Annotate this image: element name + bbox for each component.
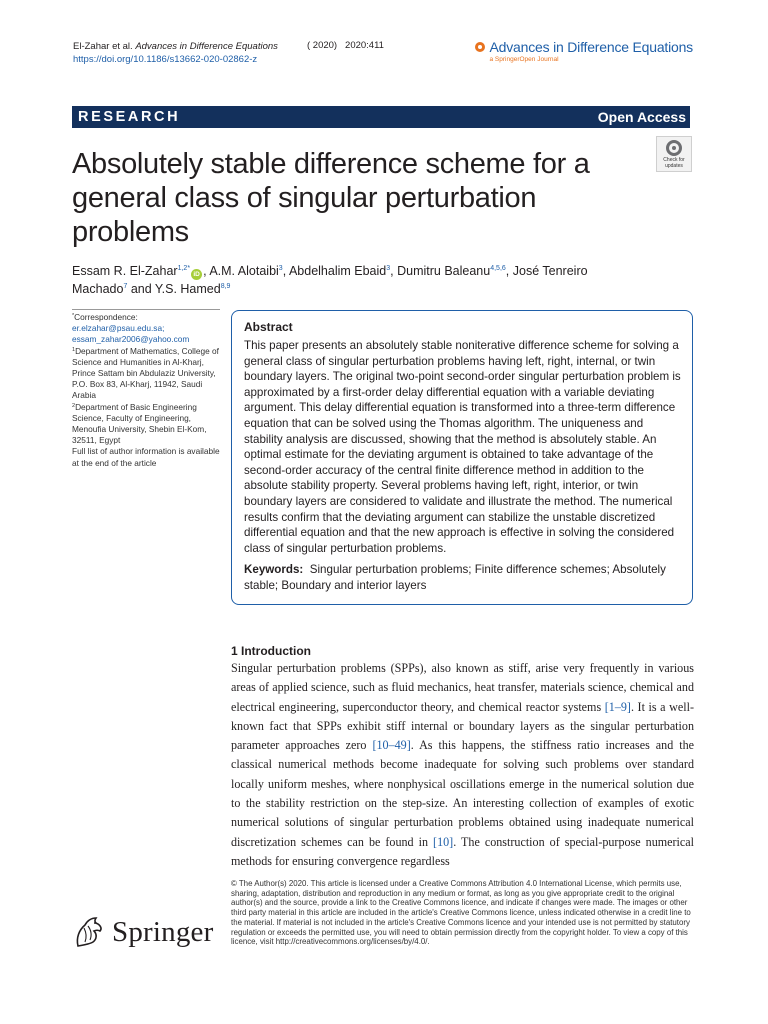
correspondence [72, 312, 220, 323]
author-list [72, 262, 632, 298]
open-access-label: Open Access [597, 109, 686, 125]
author-affiliation-ref[interactable]: 1,2* [177, 265, 191, 272]
intro-text-segment: Singular perturbation problems (SPPs), also known as stiff, arise very frequently in various areas of applied science, such as fluid mechanics, heat transfer, materials science, chemical and electrical engineering, superconductor theory, and chemical reactor systems [231, 661, 694, 714]
article-title: Absolutely stable difference scheme for a general class of singular perturbation problems [72, 148, 590, 248]
sidebar-divider [72, 309, 220, 310]
intro-text-segment: . As this happens, the stiffness ratio increases and the classical numerical methods become inadequate for solving such problems over standard locally uniform meshes, where nonphysical oscillations emerge in the numerical solution due to the stability restriction on the step-size. An interesting collection of examples of exotic numerical solutions of singular perturbation problems obtained using inadequate numerical discretization schemes can be found in [231, 738, 694, 849]
citation-link[interactable]: [10–49] [372, 738, 411, 753]
correspondence-label: Correspondence: [74, 312, 138, 322]
author-affiliation-ref[interactable]: 4,5,6 [490, 265, 506, 272]
article-type-bar [72, 106, 690, 128]
license-notice: © The Author(s) 2020. This article is licensed under a Creative Commons Attribution 4.0 International License, which permits use, sharing, adaptation, distribution and reproduction in any medium or format, as long as you give appropriate credit to the original author(s) and the source, provide a link to the Creative Commons licence, and indicate if changes were made. The images or other third party material in this article are included in the article's Creative Commons licence, unless indicated otherwise in a credit line to the material. If material is not included in the article's Creative Commons licence and your intended use is not permitted by statutory regulation or exceeds the permitted use, you will need to obtain permission directly from the copyright holder. To view a copy of this licence, visit http://creativecommons.org/licenses/by/4.0/. [231, 879, 691, 947]
author-affiliation-ref[interactable]: 3 [278, 265, 283, 272]
affiliation-text: Department of Mathematics, College of Science and Humanities in Al-Kharj, Prince Sattam bin Abdulaziz University, P.O. Box 83, Al-Kharj, 11942, Saudi Arabia [72, 345, 219, 401]
running-header [73, 40, 278, 66]
header-year: ( 2020) [307, 40, 338, 51]
header-article-number: 2020:411 [345, 40, 384, 51]
publisher-logo [72, 914, 213, 950]
doi-link[interactable]: https://doi.org/10.1186/s13662-020-02862-z [73, 54, 258, 65]
citation-link[interactable]: [1–9] [604, 699, 631, 714]
correspondence-mark: * [72, 313, 75, 319]
abstract-heading: Abstract [244, 320, 293, 334]
check-badge-line2: updates [665, 162, 683, 169]
intro-text-segment: . It is a well-known fact that SPPs exhibit stiff internal or boundary layers as the singular perturbation parameter approaches zero [231, 699, 694, 753]
orcid-icon[interactable]: iD [191, 269, 202, 280]
affiliation [72, 346, 220, 402]
full-author-info-note: Full list of author information is available at the end of the article [72, 446, 220, 468]
check-for-updates-button[interactable] [656, 136, 692, 172]
journal-brand-subtitle: a SpringerOpen Journal [489, 56, 559, 63]
springer-wordmark: Springer [112, 915, 214, 948]
header-citation [307, 40, 384, 51]
abstract-box [231, 310, 693, 605]
author-affiliation-ref[interactable]: 7 [123, 283, 128, 290]
introduction-paragraph [231, 659, 694, 871]
springeropen-logo-icon [475, 42, 485, 52]
keywords-text: Singular perturbation problems; Finite difference schemes; Absolutely stable; Boundary and interior layers [244, 563, 666, 592]
crossmark-icon [666, 140, 682, 156]
affiliation-text: Department of Basic Engineering Science, Faculty of Engineering, Menoufia University, Shebin El-Kom, 32511, Egypt [72, 401, 207, 446]
keywords-label: Keywords: [244, 563, 304, 577]
check-for-updates-text [663, 158, 684, 169]
affiliation-number: 1 [72, 346, 76, 353]
section-heading-introduction: 1 Introduction [231, 644, 311, 658]
affiliation-number: 2 [72, 402, 76, 409]
check-badge-line1: Check for [663, 157, 685, 163]
author-name[interactable]: Essam R. El-Zahar [72, 264, 178, 278]
email-link[interactable]: essam_zahar2006@yahoo.com [72, 334, 190, 345]
springer-horse-icon [72, 914, 106, 950]
author-affiliation-ref[interactable]: 8,9 [220, 283, 231, 290]
author-name[interactable]: , José Tenreiro Machado [72, 264, 588, 296]
intro-text-segment: . The construction of special-purpose numerical methods for ensuring convergence regardless [231, 834, 695, 868]
article-type-label: RESEARCH [78, 109, 181, 125]
header-authors: El-Zahar et al. [73, 41, 133, 52]
author-name[interactable]: , A.M. Alotaibi [203, 264, 279, 278]
keywords [244, 562, 681, 593]
author-name[interactable]: , Abdelhalim Ebaid [282, 264, 387, 278]
journal-brand-title: Advances in Difference Equations [489, 39, 693, 55]
author-affiliation-ref[interactable]: 3 [386, 265, 391, 272]
author-name[interactable]: and Y.S. Hamed [127, 282, 221, 296]
journal-brand[interactable] [475, 39, 693, 63]
affiliations-sidebar [72, 309, 220, 469]
abstract-text: This paper presents an absolutely stable noniterative difference scheme for solving a general class of singular perturbation problems having left, right, internal, or twin boundary layers. The original two-point second-order singular perturbation problem is approximated by a first-order delay differential equation with a variable deviating argument. This delay differential equation is transformed into a three-term difference equation that can be solved using the Thomas algorithm. The uniqueness and stability analysis are discussed, showing that the method is absolutely stable. An optimal estimate for the deviating argument is obtained to take advantage of the second-order accuracy of the central finite difference method in addition to the absolute stability property. Several problems having left, right, interior, or twin boundary layers are considered to validate and illustrate the method. The numerical results confirm that the deviating argument can stabilize the unstable discretized differential equation and that the new approach is effective in solving the considered class of singular perturbation problems. [244, 339, 681, 555]
header-journal-name: Advances in Difference Equations [135, 41, 278, 52]
citation-link[interactable]: [10] [433, 834, 454, 849]
affiliation [72, 402, 220, 447]
email-link[interactable]: er.elzahar@psau.edu.sa; [72, 323, 165, 334]
author-name[interactable]: , Dumitru Baleanu [390, 264, 491, 278]
